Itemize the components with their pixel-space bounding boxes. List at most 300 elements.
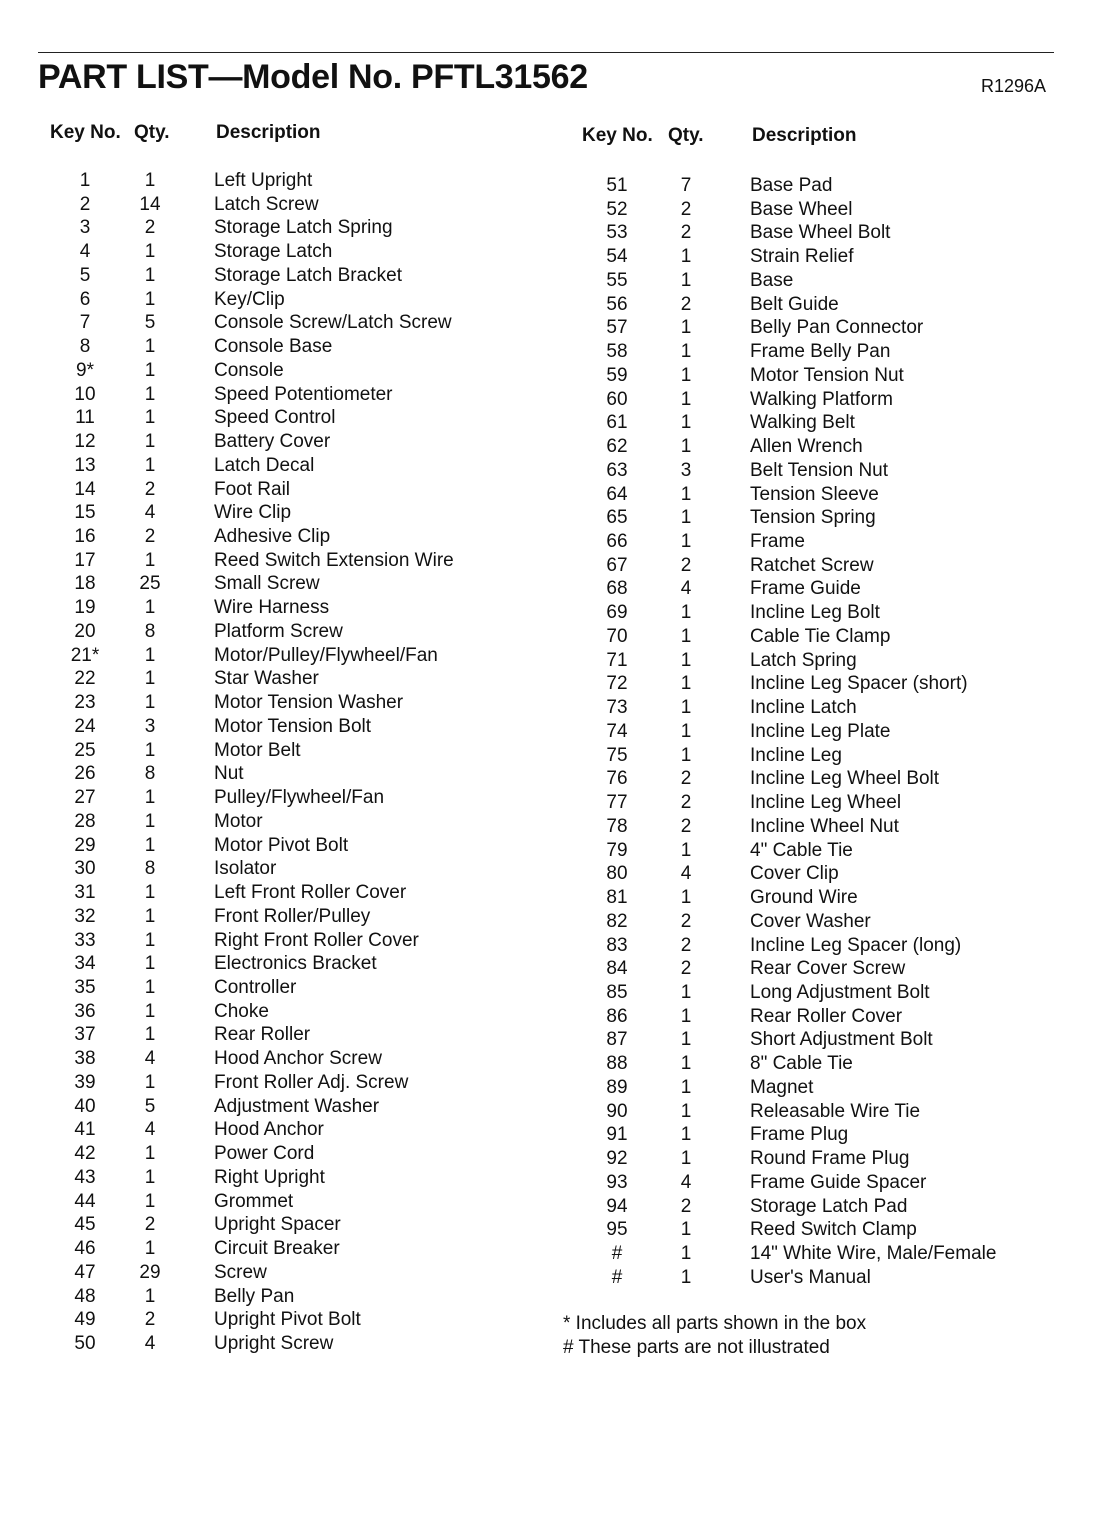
part-qty: 1: [144, 1238, 156, 1260]
part-description: Base Wheel Bolt: [750, 222, 891, 244]
part-description: Hood Anchor: [214, 1119, 324, 1141]
part-qty: 1: [144, 1071, 156, 1093]
part-qty: 1: [144, 336, 156, 358]
part-key-no: 57: [606, 317, 628, 339]
part-description: Belt Guide: [750, 293, 839, 315]
part-description: 4" Cable Tie: [750, 839, 853, 861]
part-description: Storage Latch Pad: [750, 1195, 908, 1217]
part-key-no: 25: [74, 739, 96, 761]
part-description: Upright Screw: [214, 1332, 334, 1354]
part-description: User's Manual: [750, 1266, 871, 1288]
part-qty: 2: [680, 934, 692, 956]
part-key-no: 37: [74, 1024, 96, 1046]
part-qty: 1: [680, 364, 692, 386]
part-key-no: 71: [606, 649, 628, 671]
part-qty: 25: [139, 573, 161, 595]
part-qty: 1: [680, 981, 692, 1003]
part-key-no: 56: [606, 293, 628, 315]
part-key-no: 62: [606, 436, 628, 458]
document-code: R1296A: [981, 76, 1047, 96]
part-qty: 1: [680, 839, 692, 861]
part-key-no: 48: [74, 1285, 96, 1307]
part-description: Platform Screw: [214, 620, 343, 642]
part-description: Grommet: [214, 1190, 294, 1212]
part-key-no: 64: [606, 483, 628, 505]
part-description: Strain Relief: [750, 246, 854, 268]
part-qty: 1: [144, 241, 156, 263]
part-qty: 4: [680, 1171, 692, 1193]
part-description: Incline Leg Plate: [750, 720, 891, 742]
part-qty: 4: [144, 1119, 156, 1141]
part-qty: 1: [680, 1124, 692, 1146]
part-description: Upright Pivot Bolt: [214, 1309, 361, 1331]
part-description: 8" Cable Tie: [750, 1053, 853, 1075]
part-description: Console: [214, 359, 284, 381]
part-description: Ratchet Screw: [750, 554, 874, 576]
part-description: Incline Leg: [750, 744, 842, 766]
part-key-no: 8: [79, 336, 91, 358]
part-qty: 8: [144, 620, 156, 642]
part-qty: 1: [144, 1285, 156, 1307]
part-key-no: 94: [606, 1195, 628, 1217]
part-key-no: 10: [74, 383, 96, 405]
part-key-no: 40: [74, 1095, 96, 1117]
part-description: Belly Pan Connector: [750, 317, 924, 339]
part-key-no: 24: [74, 715, 96, 737]
part-key-no: 61: [606, 412, 628, 434]
part-description: Storage Latch Spring: [214, 217, 393, 239]
part-key-no: 36: [74, 1000, 96, 1022]
part-key-no: 15: [74, 502, 96, 524]
part-key-no: 32: [74, 905, 96, 927]
part-description: Motor Pivot Bolt: [214, 834, 349, 856]
part-qty: 14: [139, 193, 161, 215]
part-key-no: 26: [74, 763, 96, 785]
part-key-no: 80: [606, 863, 628, 885]
part-qty: 1: [680, 697, 692, 719]
part-qty: 1: [144, 1166, 156, 1188]
part-key-no: 18: [74, 573, 96, 595]
part-key-no: 82: [606, 910, 628, 932]
part-key-no: 95: [606, 1219, 628, 1241]
key-no-header: Key No.: [582, 125, 653, 146]
part-key-no: 88: [606, 1053, 628, 1075]
part-description: Ground Wire: [750, 887, 858, 909]
part-description: Left Front Roller Cover: [214, 882, 407, 904]
part-key-no: 31: [74, 882, 96, 904]
part-description: Incline Wheel Nut: [750, 815, 899, 837]
part-description: Magnet: [750, 1076, 814, 1098]
part-qty: 1: [680, 507, 692, 529]
part-description: Rear Cover Screw: [750, 958, 906, 980]
part-key-no: 30: [74, 858, 96, 880]
part-description: Frame: [750, 531, 805, 553]
part-description: Incline Leg Spacer (long): [750, 934, 962, 956]
part-qty: 29: [139, 1261, 161, 1283]
part-qty: 1: [144, 407, 156, 429]
part-qty: 1: [144, 692, 156, 714]
part-qty: 1: [680, 1029, 692, 1051]
part-description: Motor Tension Washer: [214, 692, 404, 714]
part-qty: 1: [680, 744, 692, 766]
part-qty: 5: [144, 312, 156, 334]
part-description: Key/Clip: [214, 288, 285, 310]
part-qty: 2: [680, 958, 692, 980]
part-key-no: 51: [606, 175, 628, 196]
part-qty: 2: [144, 1214, 156, 1236]
part-description: Rear Roller Cover: [750, 1005, 903, 1027]
part-key-no: 83: [606, 934, 628, 956]
part-qty: 8: [144, 763, 156, 785]
part-description: Latch Spring: [750, 649, 857, 671]
part-key-no: 19: [74, 597, 96, 619]
part-key-no: 28: [74, 810, 96, 832]
part-key-no: 27: [74, 787, 96, 809]
part-key-no: 1: [79, 170, 91, 191]
part-description: Allen Wrench: [750, 436, 863, 458]
part-qty: 1: [144, 1024, 156, 1046]
part-description: 14" White Wire, Male/Female: [750, 1243, 997, 1265]
part-description: Star Washer: [214, 668, 319, 690]
part-qty: 1: [680, 483, 692, 505]
part-key-no: 73: [606, 697, 628, 719]
part-key-no: #: [611, 1243, 623, 1265]
part-key-no: 92: [606, 1148, 628, 1170]
part-qty: 4: [680, 863, 692, 885]
part-key-no: 49: [74, 1309, 96, 1331]
part-description: Base Wheel: [750, 198, 853, 220]
part-key-no: 45: [74, 1214, 96, 1236]
part-qty: 1: [144, 431, 156, 453]
page-title: PART LIST—Model No. PFTL31562: [38, 58, 588, 96]
part-description: Cover Washer: [750, 910, 871, 932]
part-key-no: 59: [606, 364, 628, 386]
part-qty: 1: [680, 673, 692, 695]
part-qty: 1: [144, 264, 156, 286]
part-key-no: 58: [606, 341, 628, 363]
part-key-no: 60: [606, 388, 628, 410]
part-description: Long Adjustment Bolt: [750, 981, 930, 1003]
part-description: Short Adjustment Bolt: [750, 1029, 933, 1051]
part-description: Controller: [214, 976, 297, 998]
part-description: Front Roller Adj. Screw: [214, 1071, 409, 1093]
part-description: Pulley/Flywheel/Fan: [214, 787, 385, 809]
part-qty: 1: [144, 976, 156, 998]
part-description: Nut: [214, 763, 244, 785]
part-description: Console Screw/Latch Screw: [214, 312, 452, 334]
part-description: Frame Guide Spacer: [750, 1171, 927, 1193]
part-qty: 4: [680, 578, 692, 600]
part-qty: 1: [680, 720, 692, 742]
part-key-no: 46: [74, 1238, 96, 1260]
part-qty: 1: [144, 359, 156, 381]
part-description: Walking Platform: [750, 388, 893, 410]
part-description: Incline Leg Spacer (short): [750, 673, 968, 695]
part-key-no: 79: [606, 839, 628, 861]
part-description: Releasable Wire Tie: [750, 1100, 921, 1122]
part-qty: 2: [680, 792, 692, 814]
part-key-no: 14: [74, 478, 96, 500]
part-key-no: 43: [74, 1166, 96, 1188]
part-key-no: 76: [606, 768, 628, 790]
part-key-no: 4: [79, 241, 91, 263]
part-key-no: 35: [74, 976, 96, 998]
part-qty: 1: [680, 887, 692, 909]
part-key-no: 89: [606, 1076, 628, 1098]
part-qty: 1: [144, 668, 156, 690]
part-key-no: 75: [606, 744, 628, 766]
part-key-no: 12: [74, 431, 96, 453]
part-key-no: 16: [74, 526, 96, 548]
part-key-no: 23: [74, 692, 96, 714]
part-qty: 4: [144, 502, 156, 524]
part-description: Power Cord: [214, 1143, 315, 1165]
part-qty: 1: [680, 317, 692, 339]
part-qty: 1: [680, 1243, 692, 1265]
part-key-no: 85: [606, 981, 628, 1003]
part-description: Rear Roller: [214, 1024, 311, 1046]
part-key-no: 72: [606, 673, 628, 695]
part-qty: 1: [144, 454, 156, 476]
part-description: Storage Latch: [214, 241, 333, 263]
part-key-no: 53: [606, 222, 628, 244]
part-description: Hood Anchor Screw: [214, 1048, 382, 1070]
part-key-no: 33: [74, 929, 96, 951]
part-qty: 7: [680, 175, 692, 196]
part-description: Isolator: [214, 858, 277, 880]
part-key-no: 3: [79, 217, 91, 239]
part-description: Tension Spring: [750, 507, 876, 529]
part-key-no: 47: [74, 1261, 96, 1283]
part-description: Adjustment Washer: [214, 1095, 380, 1117]
part-qty: 1: [680, 269, 692, 291]
part-key-no: 21*: [70, 644, 100, 666]
part-key-no: 7: [79, 312, 91, 334]
part-qty: 2: [144, 478, 156, 500]
part-description: Motor Tension Bolt: [214, 715, 372, 737]
part-qty: 1: [680, 341, 692, 363]
part-qty: 1: [680, 1148, 692, 1170]
part-description: Small Screw: [214, 573, 320, 595]
part-description: Reed Switch Clamp: [750, 1219, 917, 1241]
part-qty: 2: [680, 293, 692, 315]
part-qty: 5: [144, 1095, 156, 1117]
part-qty: 3: [144, 715, 156, 737]
part-description: Right Upright: [214, 1166, 325, 1188]
part-description: Incline Leg Wheel: [750, 792, 902, 814]
part-description: Frame Plug: [750, 1124, 849, 1146]
part-description: Latch Screw: [214, 193, 319, 215]
part-key-no: 90: [606, 1100, 628, 1122]
part-description: Cable Tie Clamp: [750, 625, 891, 647]
part-key-no: 69: [606, 602, 628, 624]
part-qty: 2: [144, 526, 156, 548]
part-description: Round Frame Plug: [750, 1148, 910, 1170]
part-qty: 2: [680, 554, 692, 576]
part-qty: 1: [680, 388, 692, 410]
part-description: Walking Belt: [750, 412, 855, 434]
part-qty: 2: [144, 217, 156, 239]
part-description: Speed Control: [214, 407, 336, 429]
part-description: Foot Rail: [214, 478, 291, 500]
part-description: Frame Belly Pan: [750, 341, 891, 363]
part-key-no: 34: [74, 953, 96, 975]
part-key-no: 9*: [76, 359, 94, 381]
part-description: Belt Tension Nut: [750, 459, 889, 481]
part-qty: 1: [680, 1100, 692, 1122]
part-qty: 4: [144, 1048, 156, 1070]
part-key-no: 50: [74, 1332, 96, 1354]
part-description: Right Front Roller Cover: [214, 929, 419, 951]
part-description: Frame Guide: [750, 578, 861, 600]
part-qty: 1: [680, 1219, 692, 1241]
part-description: Motor Belt: [214, 739, 301, 761]
part-description: Belly Pan: [214, 1285, 295, 1307]
part-key-no: 55: [606, 269, 628, 291]
part-qty: 1: [680, 625, 692, 647]
part-key-no: 44: [74, 1190, 96, 1212]
part-qty: 1: [144, 739, 156, 761]
part-description: Incline Leg Wheel Bolt: [750, 768, 940, 790]
title-rule: [38, 52, 1054, 53]
part-description: Cover Clip: [750, 863, 839, 885]
footnotes: [563, 1312, 866, 1359]
part-qty: 2: [680, 1195, 692, 1217]
part-description: Incline Leg Bolt: [750, 602, 880, 624]
part-description: Motor Tension Nut: [750, 364, 904, 386]
part-qty: 3: [680, 459, 692, 481]
qty-header: Qty.: [134, 122, 170, 143]
part-description: Front Roller/Pulley: [214, 905, 371, 927]
part-qty: 2: [680, 910, 692, 932]
part-description: Incline Latch: [750, 697, 857, 719]
part-key-no: 42: [74, 1143, 96, 1165]
part-key-no: 6: [79, 288, 91, 310]
part-qty: 1: [144, 549, 156, 571]
part-key-no: 91: [606, 1124, 628, 1146]
part-description: Choke: [214, 1000, 269, 1022]
part-description: Tension Sleeve: [750, 483, 879, 505]
part-key-no: 87: [606, 1029, 628, 1051]
part-key-no: 38: [74, 1048, 96, 1070]
qty-header: Qty.: [668, 125, 704, 146]
part-qty: 1: [144, 1000, 156, 1022]
part-qty: 1: [144, 882, 156, 904]
part-qty: 1: [680, 412, 692, 434]
part-qty: 1: [144, 810, 156, 832]
part-qty: 1: [144, 905, 156, 927]
part-key-no: 93: [606, 1171, 628, 1193]
part-description: Wire Clip: [214, 502, 292, 524]
part-key-no: 68: [606, 578, 628, 600]
part-qty: 1: [680, 1005, 692, 1027]
part-description: Console Base: [214, 336, 333, 358]
part-key-no: 70: [606, 625, 628, 647]
part-qty: 1: [144, 644, 156, 666]
part-qty: 2: [680, 768, 692, 790]
part-description: Circuit Breaker: [214, 1238, 340, 1260]
part-key-no: 17: [74, 549, 96, 571]
part-key-no: 11: [75, 407, 95, 429]
part-key-no: 77: [606, 792, 628, 814]
part-qty: 1: [680, 246, 692, 268]
part-qty: 1: [680, 531, 692, 553]
key-no-header: Key No.: [50, 122, 121, 143]
part-key-no: 54: [606, 246, 628, 268]
part-qty: 1: [144, 787, 156, 809]
part-key-no: 22: [74, 668, 96, 690]
footnote-not-illustrated: # These parts are not illustrated: [563, 1336, 830, 1358]
part-key-no: 66: [606, 531, 628, 553]
part-description: Left Upright: [214, 170, 313, 191]
part-description: Base Pad: [750, 175, 833, 196]
part-qty: 1: [144, 170, 156, 191]
part-key-no: 63: [606, 459, 628, 481]
part-description: Upright Spacer: [214, 1214, 341, 1236]
part-description: Reed Switch Extension Wire: [214, 549, 454, 571]
part-description: Screw: [214, 1261, 267, 1283]
part-key-no: 67: [606, 554, 628, 576]
part-qty: 1: [680, 1053, 692, 1075]
part-qty: 1: [680, 649, 692, 671]
part-key-no: 13: [74, 454, 96, 476]
part-description: Motor: [214, 810, 263, 832]
part-key-no: 29: [74, 834, 96, 856]
part-key-no: 52: [606, 198, 628, 220]
part-qty: 1: [144, 1190, 156, 1212]
part-qty: 8: [144, 858, 156, 880]
part-qty: 1: [680, 436, 692, 458]
part-description: Storage Latch Bracket: [214, 264, 402, 286]
part-qty: 1: [144, 929, 156, 951]
part-qty: 1: [144, 383, 156, 405]
part-qty: 1: [144, 288, 156, 310]
description-header: Description: [752, 125, 857, 146]
description-header: Description: [216, 122, 321, 143]
part-key-no: 86: [606, 1005, 628, 1027]
part-description: Speed Potentiometer: [214, 383, 393, 405]
part-qty: 1: [144, 953, 156, 975]
part-description: Motor/Pulley/Flywheel/Fan: [214, 644, 438, 666]
part-qty: 1: [680, 1266, 692, 1288]
part-key-no: 84: [606, 958, 628, 980]
part-qty: 1: [680, 602, 692, 624]
part-key-no: 39: [74, 1071, 96, 1093]
part-qty: 1: [144, 1143, 156, 1165]
part-qty: 4: [144, 1332, 156, 1354]
part-key-no: 5: [79, 264, 91, 286]
part-description: Base: [750, 269, 794, 291]
part-description: Latch Decal: [214, 454, 315, 476]
part-key-no: 78: [606, 815, 628, 837]
part-qty: 1: [144, 597, 156, 619]
part-key-no: 41: [74, 1119, 96, 1141]
part-description: Wire Harness: [214, 597, 330, 619]
part-key-no: 74: [606, 720, 628, 742]
part-qty: 2: [680, 198, 692, 220]
part-qty: 2: [144, 1309, 156, 1331]
part-key-no: #: [611, 1266, 623, 1288]
part-qty: 2: [680, 815, 692, 837]
part-description: Electronics Bracket: [214, 953, 377, 975]
part-qty: 2: [680, 222, 692, 244]
part-key-no: 2: [79, 193, 91, 215]
part-qty: 1: [144, 834, 156, 856]
part-key-no: 65: [606, 507, 628, 529]
part-key-no: 20: [74, 620, 96, 642]
part-key-no: 81: [606, 887, 628, 909]
part-description: Battery Cover: [214, 431, 331, 453]
